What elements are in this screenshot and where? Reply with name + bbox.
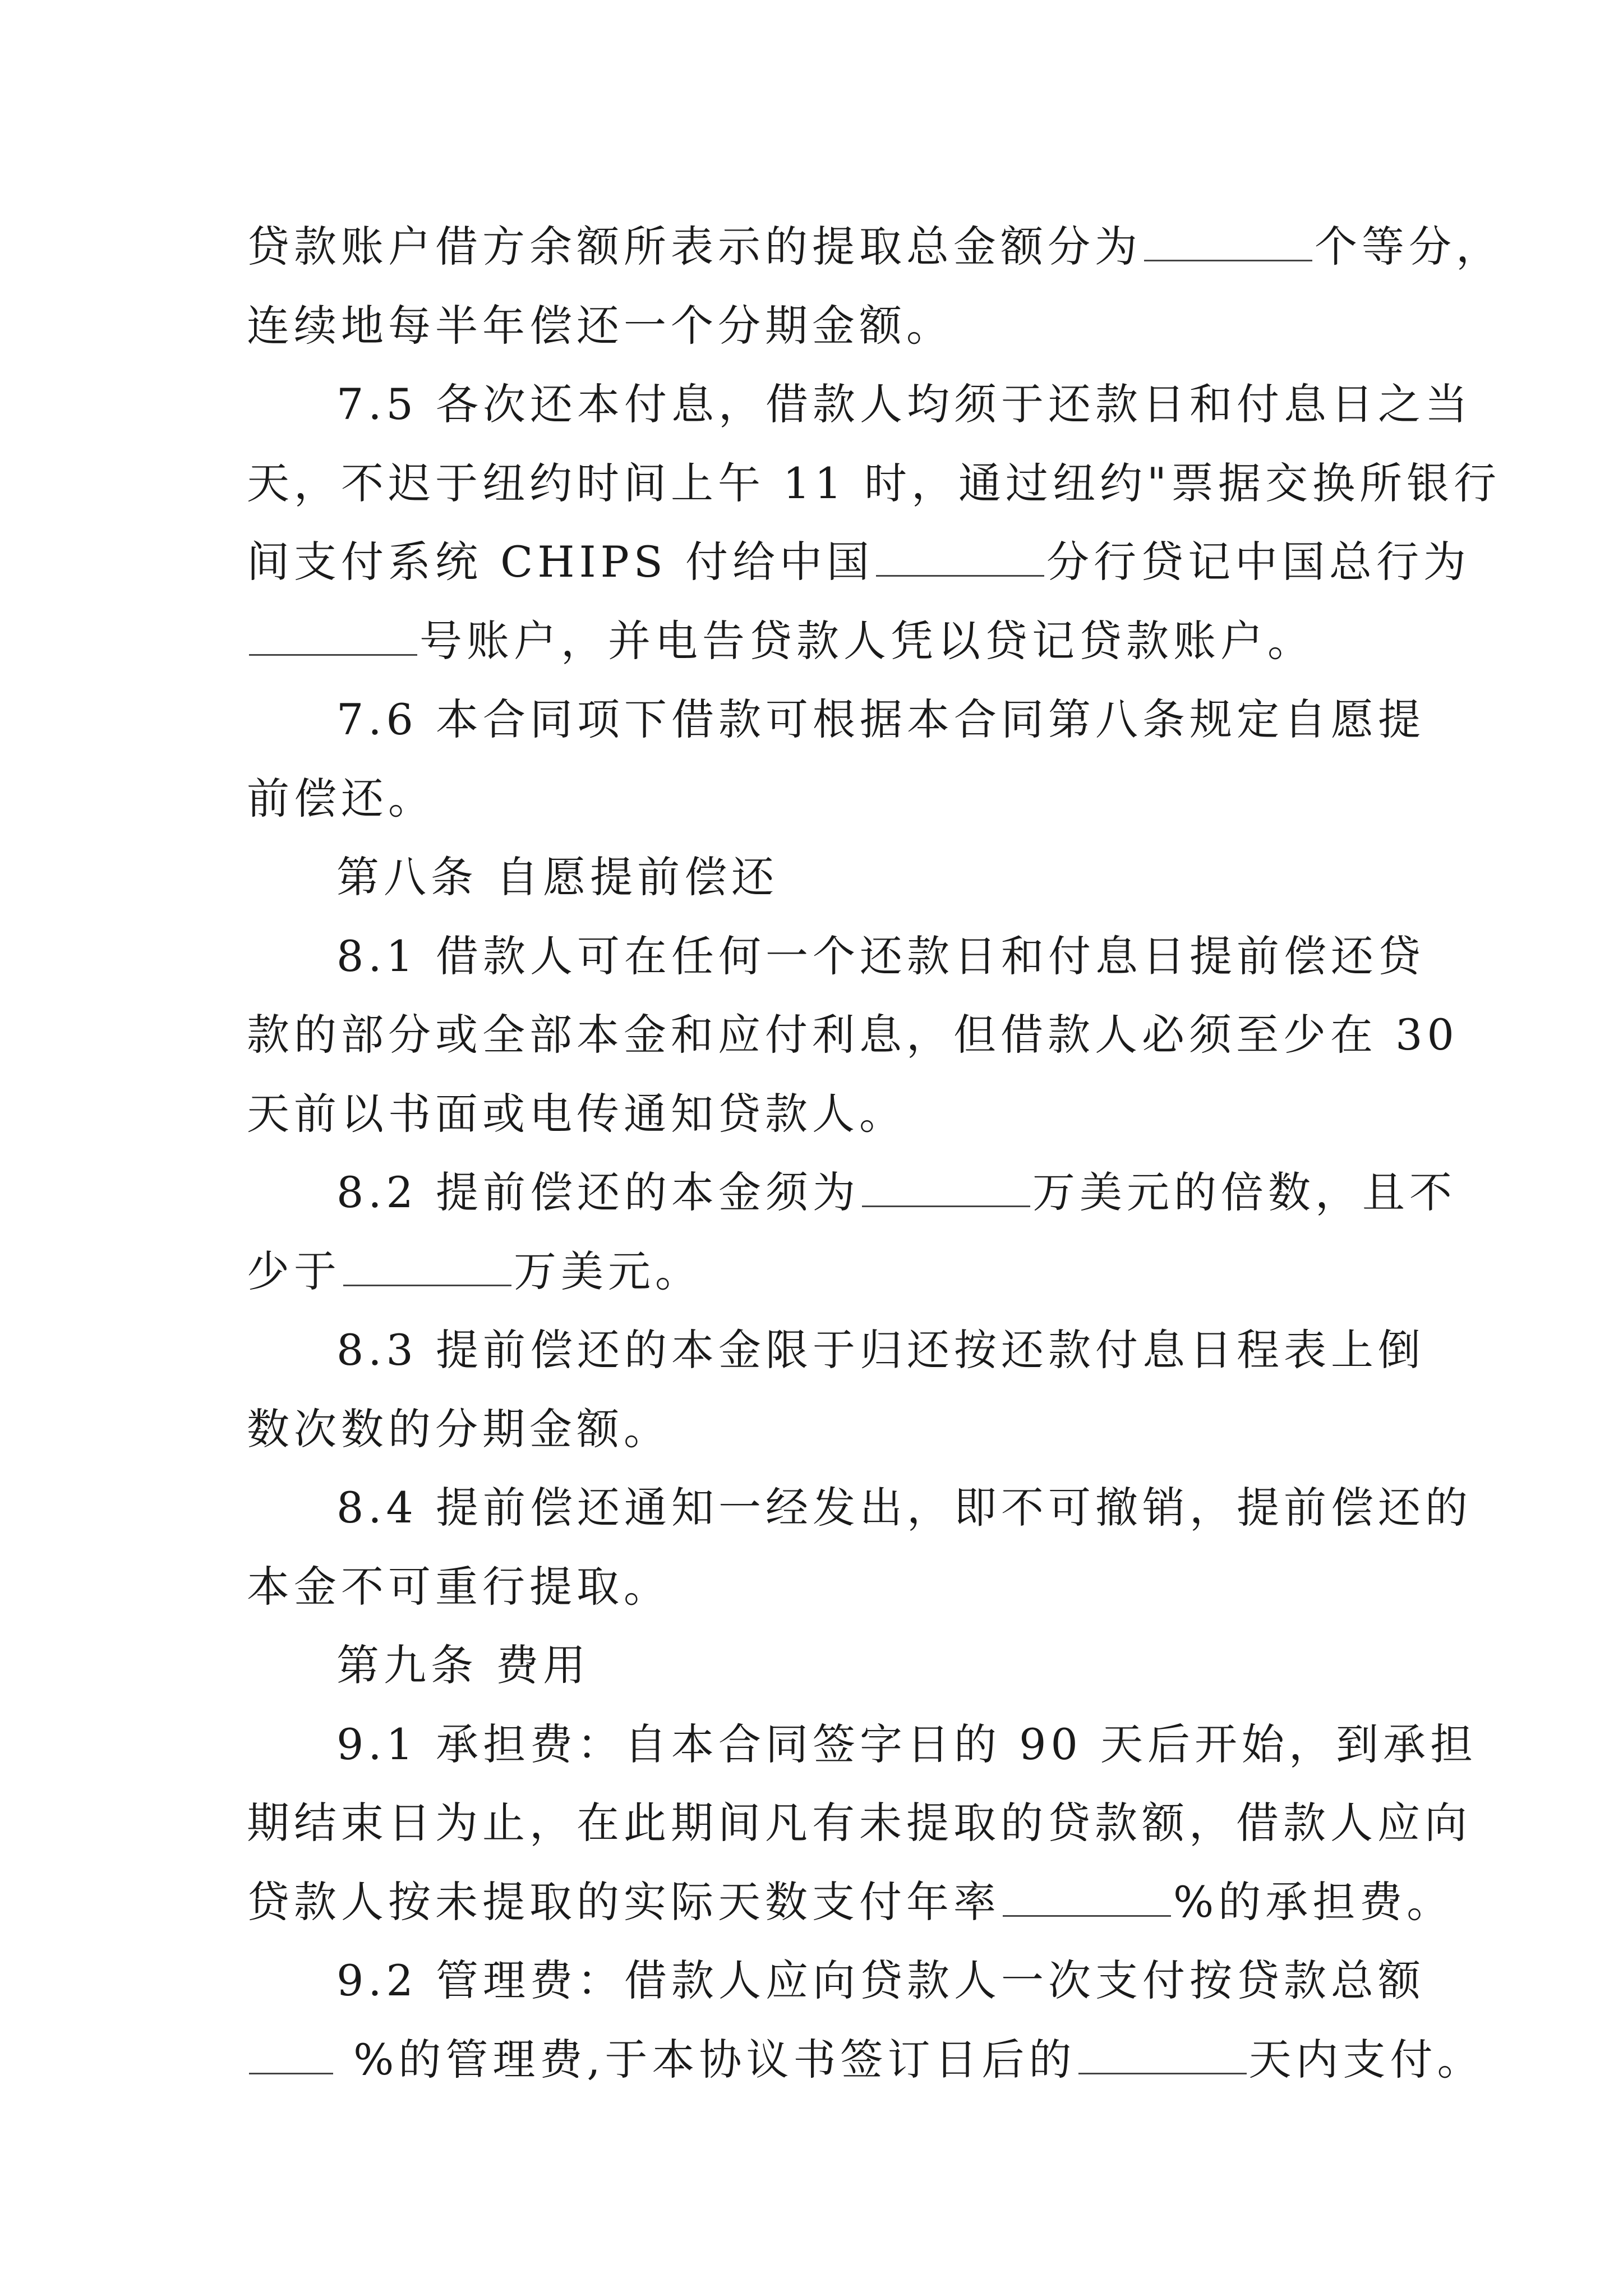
text-line: [247, 1232, 1424, 1312]
fill-in-blank: [249, 2033, 333, 2074]
text-line: [247, 838, 1424, 917]
text-line: [247, 365, 1473, 444]
text-line: [247, 1390, 1424, 1469]
text-segment: 分行贷记中国总行为: [1046, 537, 1470, 587]
text-line: [247, 1311, 1424, 1390]
text-segment: 万美元的倍数，且不: [1032, 1167, 1457, 1217]
text-segment: 连续地每半年偿还一个分期金额。: [247, 300, 953, 351]
text-line: [247, 287, 1424, 366]
text-line: [247, 523, 1470, 602]
text-line: [247, 1153, 1457, 1232]
text-segment: 个等分，: [1315, 222, 1503, 272]
text-segment: 贷款人按未提取的实际天数支付年率: [247, 1876, 1000, 1927]
text-segment: 少于: [247, 1246, 341, 1296]
text-line: [247, 1941, 1424, 2021]
text-segment: 9.2 管理费：借款人应向贷款人一次支付按贷款总额: [336, 1955, 1426, 2005]
text-segment: 9.1 承担费：自本合同签字日的 90 天后开始，到承担: [336, 1719, 1478, 1769]
text-segment: 8.4 提前偿还通知一经发出，即不可撤销，提前偿还的: [336, 1483, 1473, 1533]
fill-in-blank: [249, 615, 417, 656]
text-line: [247, 444, 1501, 523]
text-line: [247, 1705, 1478, 1784]
text-segment: 8.2 提前偿还的本金须为: [336, 1167, 860, 1217]
text-segment: 期结束日为止，在此期间凡有未提取的贷款额，借款人应向: [247, 1798, 1472, 1848]
text-segment: 7.5 各次还本付息，借款人均须于还款日和付息日之当: [336, 379, 1473, 429]
text-segment: 8.1 借款人可在任何一个还款日和付息日提前偿还贷: [336, 931, 1426, 981]
text-segment: 款的部分或全部本金和应付利息，但借款人必须至少在 30: [247, 1010, 1459, 1060]
text-segment: 7.6 本合同项下借款可根据本合同第八条规定自愿提: [336, 694, 1426, 744]
text-segment: %的承担费。: [1173, 1876, 1454, 1927]
text-line: [247, 602, 1424, 681]
text-segment: 天前以书面或电传通知贷款人。: [247, 1088, 906, 1139]
text-line: [247, 680, 1424, 760]
text-line: [247, 208, 1503, 287]
text-segment: 8.3 提前偿还的本金限于归还按还款付息日程表上倒: [336, 1325, 1426, 1375]
fill-in-blank: [1144, 220, 1312, 261]
text-line: [247, 1469, 1473, 1548]
fill-in-blank: [862, 1166, 1030, 1207]
fill-in-blank: [876, 536, 1044, 577]
text-line: [247, 917, 1424, 996]
text-line: [247, 760, 1424, 839]
text-segment: 号账户，并电告贷款人凭以贷记贷款账户。: [419, 615, 1315, 666]
text-segment: 数次数的分期金额。: [247, 1404, 671, 1454]
text-segment: 间支付系统 CHIPS 付给中国: [247, 537, 874, 587]
fill-in-blank: [1078, 2033, 1247, 2074]
text-segment: 贷款账户借方余额所表示的提取总金额分为: [247, 222, 1142, 272]
text-segment: %的管理费,于本协议书签订日后的: [335, 2034, 1076, 2085]
text-line: [247, 996, 1459, 1075]
document-body: [247, 208, 1503, 2099]
text-segment: 天内支付。: [1248, 2034, 1484, 2085]
text-segment: 第八条 自愿提前偿还: [336, 852, 779, 902]
text-line: [247, 1626, 1424, 1705]
text-line: [247, 2021, 1484, 2100]
text-segment: 天，不迟于纽约时间上午 11 时，通过纽约"票据交换所银行: [247, 458, 1501, 508]
text-segment: 第九条 费用: [336, 1640, 591, 1690]
text-segment: 万美元。: [514, 1246, 702, 1296]
fill-in-blank: [1003, 1876, 1171, 1917]
text-line: [247, 1548, 1424, 1627]
text-line: [247, 1075, 1424, 1154]
text-segment: 本金不可重行提取。: [247, 1561, 671, 1612]
fill-in-blank: [343, 1245, 511, 1286]
text-segment: 前偿还。: [247, 773, 435, 823]
text-line: [247, 1784, 1472, 1863]
text-line: [247, 1863, 1454, 1942]
